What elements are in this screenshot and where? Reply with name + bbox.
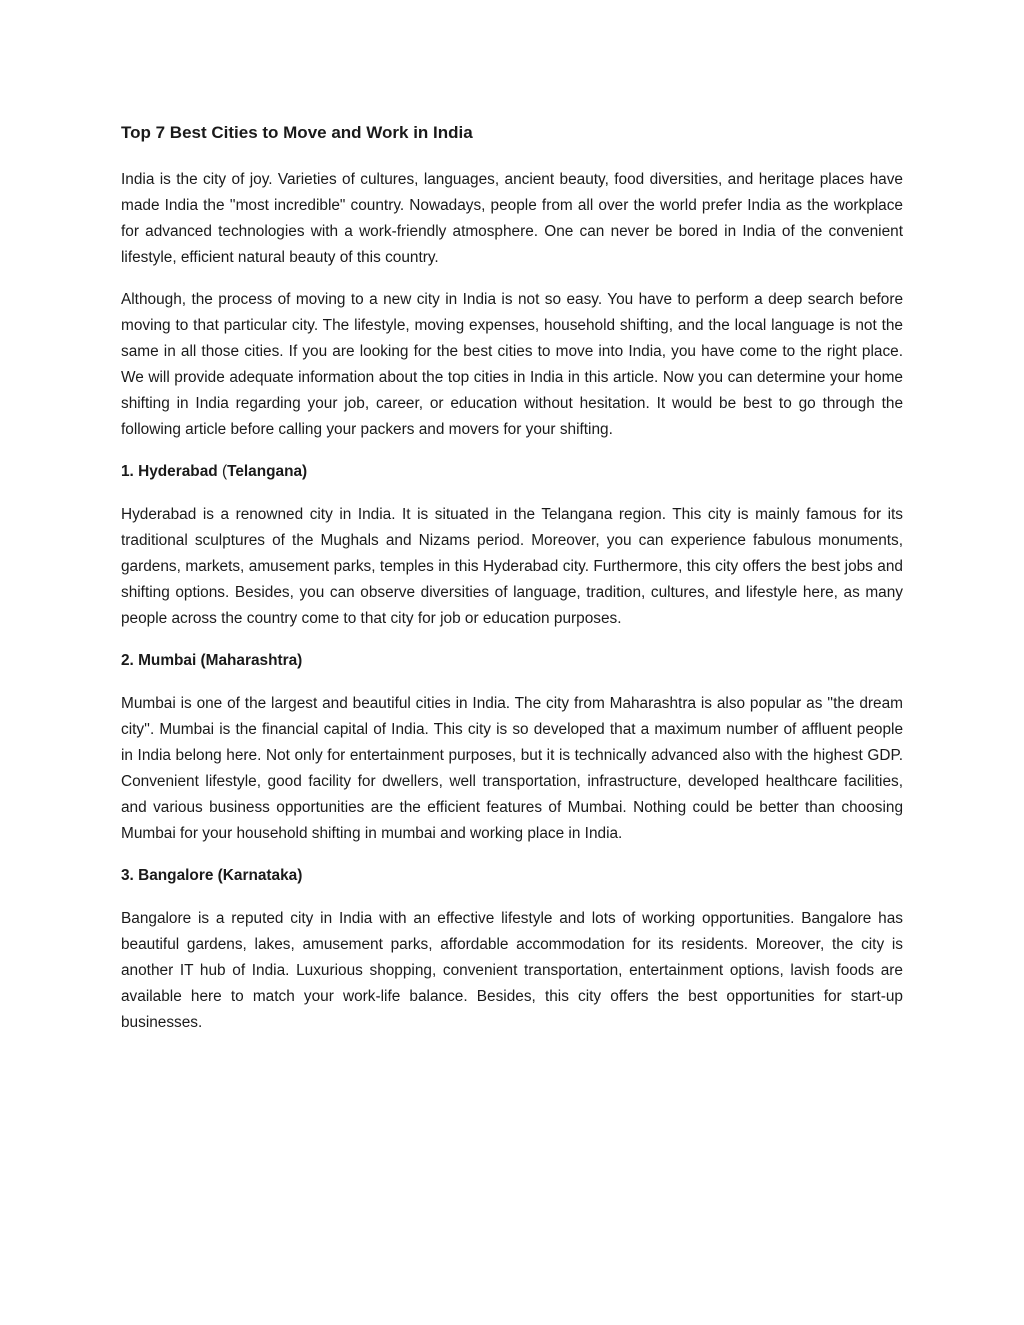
section-body-hyderabad: Hyderabad is a renowned city in India. It is situated in the Telangana region. This city is mainly famous for its traditional sculptures of the Mughals and Nizams period. Moreover, you can experience fabulous monuments, gardens, markets, amusement parks, temples in this Hyderabad city. Furthermore, this city offers the best jobs and shifting options. Besides, you can observe diversities of language, tradition, cultures, and lifestyle here, as many people across the country come to that city for job or education purposes. [121,506,903,627]
section-body-bangalore: Bangalore is a reputed city in India with an effective lifestyle and lots of working opportunities. Bangalore has beautiful gardens, lakes, amusement parks, affordable accommodation for its residents. Moreover, the city is another IT hub of India. Luxurious shopping, convenient transportation, entertainment options, lavish foods are available here to match your work-life balance. Besides, this city offers the best opportunities for start-up businesses. [121,910,903,1031]
intro-paragraph-1: India is the city of joy. Varieties of cultures, languages, ancient beauty, food diversities, and heritage places have made India the ''most incredible" country. Nowadays, people from all over the world prefer India as the workplace for advanced technologies with a work-friendly atmosphere. One can never be bored in India of the convenient lifestyle, efficient natural beauty of this country. [121,171,903,266]
section-heading-hyderabad [121,459,903,485]
section-heading-bangalore: 3. Bangalore (Karnataka) [121,867,303,884]
document-title: Top 7 Best Cities to Move and Work in India [121,123,473,142]
section-heading-mumbai: 2. Mumbai (Maharashtra) [121,652,303,669]
document-page [121,120,903,1052]
section-body-mumbai: Mumbai is one of the largest and beautiful cities in India. The city from Maharashtra is also popular as ''the dream city''. Mumbai is the financial capital of India. This city is so developed that a maximum number of affluent people in India belong here. Not only for entertainment purposes, but it is technically advanced also with the highest GDP. Convenient lifestyle, good facility for dwellers, well transportation, infrastructure, developed healthcare facilities, and various business opportunities are the efficient features of Mumbai. Nothing could be better than choosing Mumbai for your household shifting in mumbai and working place in India. [121,695,903,842]
section-heading-hyderabad-rest: Telangana) [227,463,308,480]
intro-paragraph-2: Although, the process of moving to a new city in India is not so easy. You have to perform a deep search before moving to that particular city. The lifestyle, moving expenses, household shifting, and the local language is not the same in all those cities. If you are looking for the best cities to move into India, you have come to the right place. We will provide adequate information about the top cities in India in this article. Now you can determine your home shifting in India regarding your job, career, or education without hesitation. It would be best to go through the following article before calling your packers and movers for your shifting. [121,291,903,438]
section-heading-hyderabad-main: 1. Hyderabad [121,463,222,480]
section-heading-hyderabad-paren: ( [221,463,228,480]
